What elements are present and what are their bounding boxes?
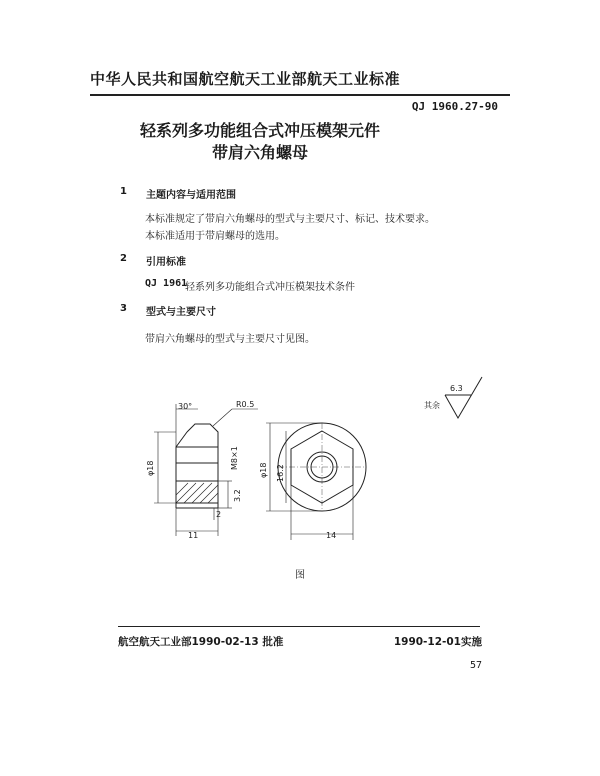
radius-label: R0.5: [236, 400, 255, 409]
section-1-title: 主题内容与适用范围: [146, 190, 236, 201]
thread-label: M8×1: [230, 446, 239, 470]
section-3-number: 3: [120, 303, 127, 314]
roughness-value: 6.3: [450, 384, 463, 393]
roughness-label: 其余: [424, 401, 440, 410]
issuing-organization: 中华人民共和国航空航天工业部航天工业标准: [90, 70, 401, 88]
chamfer-angle-label: 30°: [178, 402, 193, 411]
section-2-title: 引用标准: [146, 257, 186, 268]
reference-standard-title: 轻系列多功能组合式冲压模架技术条件: [185, 282, 355, 293]
flange-height-label: 3.2: [233, 489, 242, 502]
footer-rule: [118, 626, 480, 627]
surface-roughness-symbol: [424, 377, 482, 418]
section-1-para-2: 本标准适用于带肩螺母的选用。: [145, 231, 285, 242]
section-3-title: 型式与主要尺寸: [146, 307, 216, 318]
section-1-para-1: 本标准规定了带肩六角螺母的型式与主要尺寸、标记、技术要求。: [145, 214, 435, 225]
shoulder-dimension-label: 2: [216, 510, 222, 519]
approval-info: 航空航天工业部1990-02-13 批准: [118, 636, 284, 648]
across-flats-label: 14: [326, 531, 337, 540]
section-2-number: 2: [120, 253, 127, 264]
across-corners-label: 16.2: [276, 464, 285, 482]
nut-front-view: [259, 423, 366, 540]
nut-side-view: [146, 400, 258, 540]
standard-code: QJ 1960.27-90: [411, 100, 498, 113]
length-dimension-label: 11: [188, 531, 199, 540]
side-diameter-label: φ18: [146, 460, 155, 476]
page-number: 57: [469, 660, 482, 671]
document-title-line-2: 带肩六角螺母: [211, 143, 308, 162]
implementation-date: 1990-12-01实施: [393, 636, 482, 648]
section-1-number: 1: [120, 186, 127, 197]
reference-standard-code: QJ 1961: [145, 278, 188, 289]
front-diameter-label: φ18: [259, 462, 268, 478]
document-title-line-1: 轻系列多功能组合式冲压模架元件: [139, 121, 380, 140]
section-3-para-1: 带肩六角螺母的型式与主要尺寸见图。: [145, 334, 315, 345]
figure-caption: 图: [295, 570, 305, 581]
